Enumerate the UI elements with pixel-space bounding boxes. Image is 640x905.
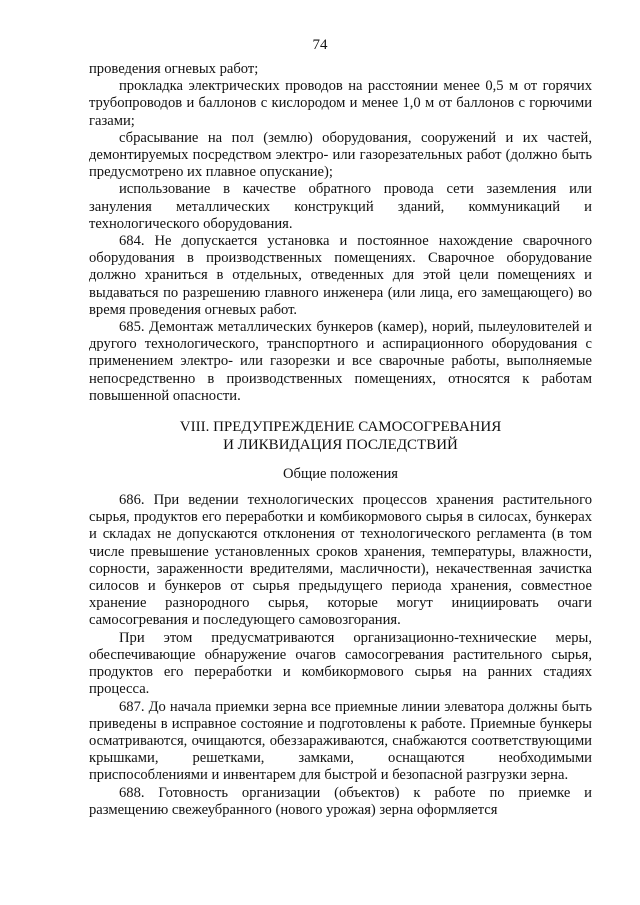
paragraph-688: 688. Готовность организации (объектов) к работе по приемке и размещению свежеубранного (нового урожая) зерна оформляется [89, 784, 592, 818]
paragraph-686: 686. При ведении технологических процессов хранения растительного сырья, продуктов его переработки и комбикормового сырья в силосах, бункерах и складах не допускаются отклонения от технологического регламента (в том числе превышение установленных сроков хранения, температуры, влажности, сорности, зараженности вредителями, масличности), некачественная зачистка силосов и бункеров от сырья предыдущего периода хранения, совместное хранение разнородного сырья, которые могут инициировать очаги самосогревания и последующего самовозгорания. [89, 492, 592, 629]
section-title [89, 419, 592, 454]
paragraph-684: 684. Не допускается установка и постоянное нахождение сварочного оборудования в производственных помещениях. Сварочное оборудование должно храниться в отдельных, отведенных для этой цели помещениях и выдаваться по разрешению главного инженера (или лица, его замещающего) во время проведения огневых работ. [89, 233, 592, 318]
section-title-line-2: И ЛИКВИДАЦИЯ ПОСЛЕДСТВИЙ [223, 436, 458, 453]
subsection-title: Общие положения [283, 466, 398, 483]
paragraph: проведения огневых работ; [89, 61, 259, 77]
paragraph: сбрасывание на пол (землю) оборудования, сооружений и их частей, демонтируемых посредством электро- или газорезательных работ (должно быть предусмотрено их плавное опускание); [89, 129, 592, 181]
page-number: 74 [312, 37, 328, 53]
paragraph-687: 687. До начала приемки зерна все приемные линии элеватора должны быть приведены в исправное состояние и подготовлены к работе. Приемные бункеры осматриваются, очищаются, обеззараживаются, снабжаются соответствующими крышками, решетками, замками, оснащаются необходимыми приспособлениями и инвентарем для быстрой и безопасной разгрузки зерна. [89, 698, 592, 784]
paragraph: При этом предусматриваются организационно-технические меры, обеспечивающие обнаружение очагов самосогревания растительного сырья, продуктов его переработки и комбикормового сырья на ранних стадиях процесса. [89, 629, 592, 698]
paragraph: использование в качестве обратного провода сети заземления или зануления металлических конструкций зданий, коммуникаций и технологического оборудования. [89, 181, 592, 232]
document-body [89, 61, 592, 819]
paragraph: прокладка электрических проводов на расстоянии менее 0,5 м от горячих трубопроводов и баллонов с кислородом и менее 1,0 м от баллонов с горючими газами; [89, 78, 592, 129]
section-title-line-1: VIII. ПРЕДУПРЕЖДЕНИЕ САМОСОГРЕВАНИЯ [179, 419, 502, 436]
paragraph-685: 685. Демонтаж металлических бункеров (камер), норий, пылеуловителей и другого технологического, транспортного и аспирационного оборудования с применением электро- или газорезки и все сварочные работы, выполняемые непосредственно в производственных помещениях, относятся к работам повышенной опасности. [89, 319, 592, 404]
